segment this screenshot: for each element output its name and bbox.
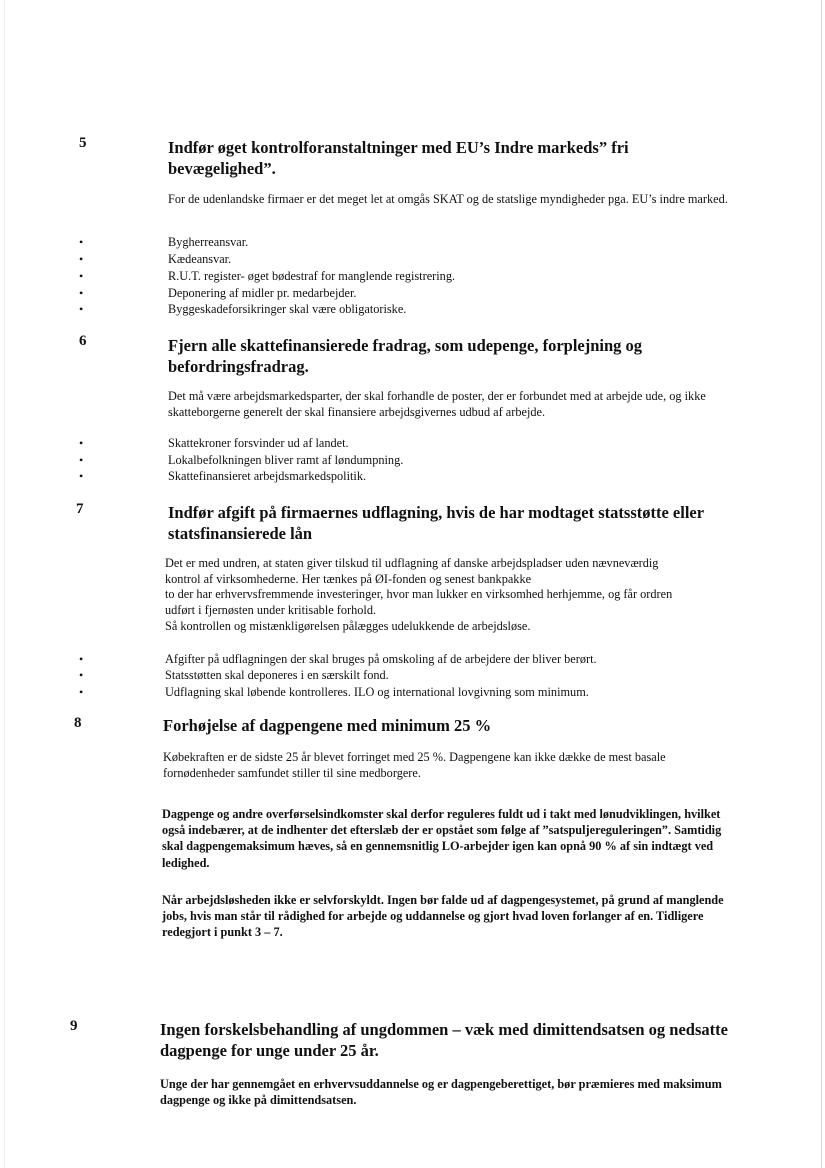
section-8-heading: Forhøjelse af dagpengene med minimum 25 % <box>163 716 492 735</box>
section-5-bullet-4: Deponering af midler pr. medarbejder. <box>168 286 357 300</box>
section-9-heading: Ingen forskelsbehandling af ungdommen – væk med dimittendsatsen og nedsatte dagpenge for unge under 25 år. <box>160 1020 728 1060</box>
section-6-bullet-3: Skattefinansieret arbejdsmarkedspolitik. <box>168 469 367 483</box>
bullet-glyph: • <box>79 453 84 467</box>
section-5-heading: Indfør øget kontrolforanstaltninger med EU’s Indre markeds” fri bevægelighed”. <box>168 138 629 178</box>
section-7-body-line-4: udført i fjernøsten under kritisable forhold. <box>165 603 377 618</box>
section-7-body-line-1: Det er med undren, at staten giver tilskud til udflagning af danske arbejdspladser uden nævneværdig <box>165 556 659 570</box>
section-8-bold-paragraph-1: Dagpenge og andre overførselsindkomster skal derfor reguleres fuldt ud i takt med lønudviklingen, hvilket også indebærer, at de indhenter det efterslæb der er opstået som følge af ”satspuljereguleringen”. Samtidig skal dagpengemaksimum hæves, så en gennemsnitlig LO-arbejder igen kan opnå 90 % af sin indtægt ved ledighed. <box>162 807 722 870</box>
section-9-bold-paragraph-1: Unge der har gennemgået en erhvervsuddannelse og er dagpengeberettiget, bør præmieres med maksimum dagpenge og ikke på dimittendsatsen. <box>160 1077 722 1108</box>
section-7-heading: Indfør afgift på firmaernes udflagning, hvis de har modtaget statsstøtte eller statsfinansierede lån <box>168 503 704 543</box>
section-7-body <box>165 556 765 635</box>
section-7-body-line-5: Så kontrollen og mistænkligørelsen pålægges udelukkende de arbejdsløse. <box>165 618 531 633</box>
section-7-body-line-3: to der har erhvervsfremmende investeringer, hvor man lukker en virksomhed herhjemme, og får ordren <box>165 587 673 602</box>
section-6-body: Det må være arbejdsmarkedsparter, der skal forhandle de poster, der er forbundet med at arbejde ude, og ikke skatteborgerne generelt der skal finansiere arbejdsgivernes udbud af arbejde. <box>168 389 706 419</box>
section-9-number: 9 <box>70 1018 78 1034</box>
section-5-bullet-2: Kædeansvar. <box>168 252 232 266</box>
section-7-body-line-2: kontrol af virksomhederne. Her tænkes på ØI-fonden og senest bankpakke <box>165 571 532 586</box>
section-8-bold-paragraph-2: Når arbejdsløsheden ikke er selvforskyldt. Ingen bør falde ud af dagpengesystemet, på grund af manglende jobs, hvis man står til rådighed for arbejde og uddannelse og gjort hvad loven forlanger af en. Tidligere redegjort i punkt 3 – 7. <box>162 893 724 940</box>
bullet-glyph: • <box>79 235 84 249</box>
section-5-bullet-3: R.U.T. register- øget bødestraf for manglende registrering. <box>168 269 456 283</box>
section-5-number: 5 <box>79 135 87 151</box>
bullet-glyph: • <box>79 469 84 483</box>
section-5-bullet-5: Byggeskadeforsikringer skal være obligatoriske. <box>168 302 407 316</box>
section-6-number: 6 <box>79 333 87 349</box>
bullet-glyph: • <box>79 286 84 300</box>
scan-edge-right <box>821 0 822 1168</box>
bullet-glyph: • <box>79 652 84 666</box>
section-8-body: Købekraften er de sidste 25 år blevet forringet med 25 %. Dagpengene kan ikke dække de mest basale fornødenheder samfundet stiller til sine medborgere. <box>163 750 666 780</box>
bullet-glyph: • <box>79 252 84 266</box>
section-5-bullet-1: Bygherreansvar. <box>168 235 249 249</box>
bullet-glyph: • <box>79 668 84 682</box>
section-8-number: 8 <box>74 715 82 731</box>
bullet-glyph: • <box>79 685 84 699</box>
section-7-bullet-3: Udflagning skal løbende kontrolleres. ILO og international lovgivning som minimum. <box>165 685 589 699</box>
bullet-glyph: • <box>79 302 84 316</box>
bullet-glyph: • <box>79 436 84 450</box>
section-6-bullet-1: Skattekroner forsvinder ud af landet. <box>168 436 349 450</box>
section-5-body: For de udenlandske firmaer er det meget let at omgås SKAT og de statslige myndigheder pga. EU’s indre marked. <box>168 192 728 206</box>
section-6-heading: Fjern alle skattefinansierede fradrag, som udepenge, forplejning og befordringsfradrag. <box>168 336 643 376</box>
section-7-bullet-1: Afgifter på udflagningen der skal bruges på omskoling af de arbejdere der bliver berørt. <box>165 652 597 666</box>
section-7-number: 7 <box>76 501 84 517</box>
scan-edge-left <box>4 0 5 1168</box>
bullet-glyph: • <box>79 269 84 283</box>
section-6-bullet-2: Lokalbefolkningen bliver ramt af løndumpning. <box>168 453 404 467</box>
section-7-bullet-2: Statsstøtten skal deponeres i en særskilt fond. <box>165 668 389 682</box>
